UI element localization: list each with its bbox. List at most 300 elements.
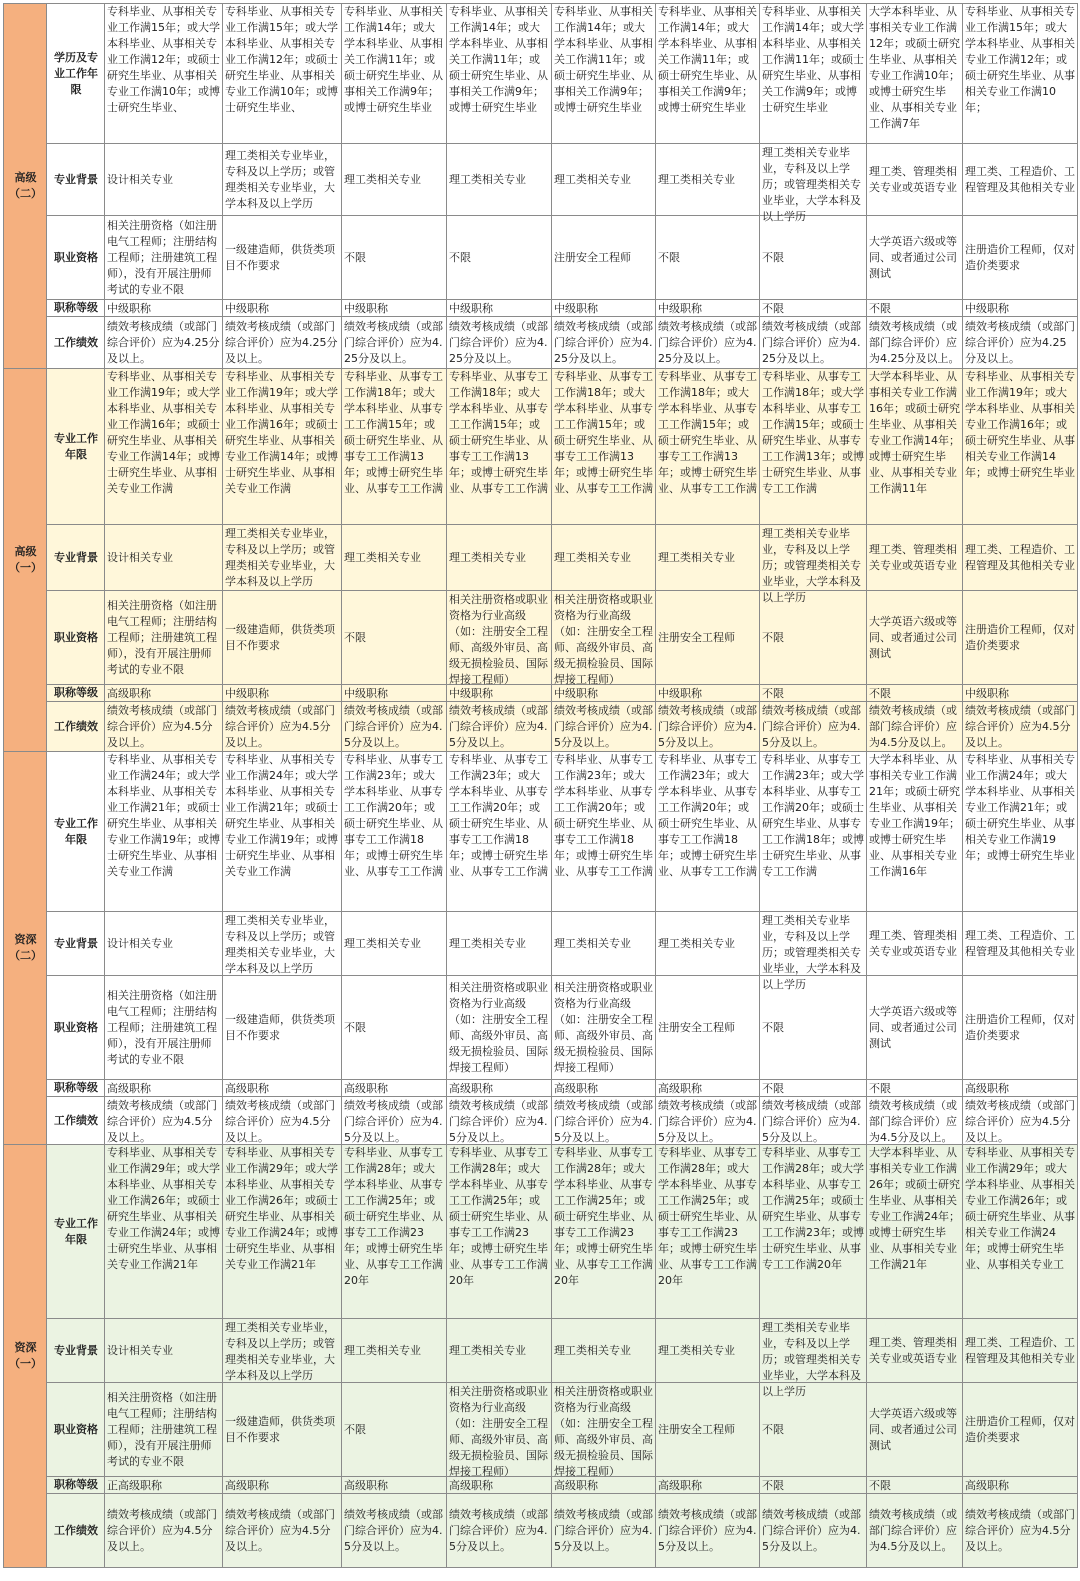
table-row: [4, 317, 1078, 369]
cell-text: 专科毕业、从事专工工作满23年；或大学本科毕业、从事专工工作满20年；或硕士研究生毕业、从事专工工作满18年；或博士研究生毕业、从事专工工作满: [658, 753, 757, 878]
cell-text: 绩效考核成绩（或部门综合评价）应为4.25分及以上。: [658, 319, 757, 365]
table-cell: [552, 976, 656, 1080]
table-cell: [963, 1097, 1078, 1145]
cell-text: 注册安全工程师: [658, 630, 735, 644]
cell-text: 不限: [869, 302, 891, 315]
table-cell: [342, 685, 447, 702]
cell-text: 专科毕业、从事专工工作满28年；或大学本科毕业、从事专工工作满25年；或硕士研究生毕业、从事专工工作满23年；或博士研究生毕业、从事专工工作满20年: [658, 1146, 757, 1287]
table-cell: [656, 216, 760, 300]
table-cell: [342, 1477, 447, 1494]
cell-text: 绩效考核成绩（或部门综合评价）应为4.5分及以上。: [449, 1098, 548, 1144]
table-row: [4, 216, 1078, 300]
cell-text: 大学本科毕业、从事相关专业工作满26年；或硕士研究生毕业、从事相关专业工作满24年；或博士研究生毕业、从事相关专业工作满21年: [869, 1146, 960, 1271]
table-cell: [656, 317, 760, 369]
table-cell: [105, 369, 223, 525]
table-cell: [105, 752, 223, 912]
cell-text: 高级职称: [449, 1479, 493, 1492]
cell-text: 一级建造师，供货类项目不作要求: [225, 1012, 335, 1042]
table-cell: [656, 1145, 760, 1319]
table-cell: [867, 1097, 963, 1145]
cell-text: 专科毕业、从事专工工作满18年；或大学本科毕业、从事专工工作满15年；或硕士研究生毕业、从事专工工作满13年；或博士研究生毕业、从事专工工作满: [344, 370, 443, 495]
cell-text: 专科毕业、从事相关专业工作满19年；或大学本科毕业、从事相关专业工作满16年；或硕士研究生毕业、从事相关专业工作满14年；或博士研究生毕业、从事相关专业工作满: [107, 370, 220, 495]
table-cell: [447, 369, 552, 525]
table-cell: [105, 1145, 223, 1319]
table-cell: [867, 317, 963, 369]
attribute-label: 职称等级: [47, 1080, 105, 1097]
table-row: [4, 912, 1078, 976]
table-cell: [552, 591, 656, 685]
table-row: [4, 752, 1078, 912]
table-cell: [342, 1080, 447, 1097]
cell-text: 理工类相关专业: [658, 936, 735, 950]
cell-text: 不限: [762, 630, 784, 644]
table-cell: [223, 369, 342, 525]
table-cell: [656, 1477, 760, 1494]
table-cell: [867, 1319, 963, 1383]
table-cell: [867, 1383, 963, 1477]
cell-text: 专科毕业、从事专工工作满28年；或大学本科毕业、从事专工工作满25年；或硕士研究生毕业、从事专工工作满23年；或博士研究生毕业、从事专工工作满20年: [449, 1146, 548, 1287]
table-cell: [963, 216, 1078, 300]
cell-text: 中级职称: [658, 687, 702, 700]
table-cell: [223, 1319, 342, 1383]
cell-text: 理工类相关专业: [554, 1343, 631, 1357]
table-cell: [552, 1097, 656, 1145]
table-cell: [105, 591, 223, 685]
cell-text: 相关注册资格或职业资格为行业高级（如：注册安全工程师、高级外审员、高级无损检验员、国际焊接工程师）: [554, 592, 653, 686]
cell-text: 专科毕业、从事相关工作满14年；或大学本科毕业、从事相关工作满11年；或硕士研究生毕业、从事相关工作满9年；或博士研究生毕业: [449, 5, 548, 114]
table-cell: [963, 525, 1078, 591]
cell-text: 设计相关专业: [107, 550, 173, 564]
table-cell: [656, 752, 760, 912]
cell-text: 绩效考核成绩（或部门综合评价）应为4.5分及以上。: [554, 1507, 653, 1553]
cell-text: 专科毕业、从事专工工作满23年；或大学本科毕业、从事专工工作满20年；或硕士研究生毕业、从事专工工作满18年；或博士研究生毕业、从事专工工作满: [762, 753, 864, 878]
cell-text: 绩效考核成绩（或部门综合评价）应为4.5分及以上。: [554, 1098, 653, 1144]
table-cell: [867, 1494, 963, 1568]
table-cell: [867, 525, 963, 591]
table-row: [4, 1477, 1078, 1494]
table-row: [4, 369, 1078, 525]
cell-text: 不限: [869, 687, 891, 700]
table-cell: [223, 1145, 342, 1319]
table-cell: [963, 1494, 1078, 1568]
cell-text: 专科毕业、从事相关专业工作满24年；或大学本科毕业、从事相关专业工作满21年；或硕士研究生毕业、从事相关专业工作满19年；或博士研究生毕业: [965, 753, 1075, 862]
cell-text: 一级建造师，供货类项目不作要求: [225, 242, 335, 272]
attribute-label: 职业资格: [47, 1383, 105, 1477]
cell-text: 理工类、管理类相关专业或英语专业: [869, 542, 957, 572]
cell-text: 专科毕业、从事相关专业工作满19年；或大学本科毕业、从事相关专业工作满16年；或硕士研究生毕业、从事相关专业工作满14年；或博士研究生毕业、从事相关专业工作满: [225, 370, 338, 495]
table-cell: [963, 300, 1078, 317]
table-cell: [760, 1319, 867, 1398]
level-label: 高级（一）: [4, 369, 47, 752]
table-row: [4, 1494, 1078, 1568]
attribute-label: 专业工作年限: [47, 1145, 105, 1319]
table-cell: [342, 976, 447, 1080]
table-cell: [656, 912, 760, 976]
table-cell: [963, 1477, 1078, 1494]
cell-text: 大学本科毕业、从事相关专业工作满12年；或硕士研究生毕业、从事相关专业工作满10年；或博士研究生毕业、从事相关专业工作满7年: [869, 5, 960, 130]
cell-text: 高级职称: [225, 1082, 269, 1095]
cell-text: 中级职称: [449, 302, 493, 315]
cell-text: 绩效考核成绩（或部门综合评价）应为4.25分及以上。: [449, 319, 548, 365]
table-cell: [963, 752, 1078, 912]
cell-text: 绩效考核成绩（或部门综合评价）应为4.5分及以上。: [107, 1507, 217, 1553]
table-cell: [105, 216, 223, 300]
table-cell: [760, 317, 867, 369]
cell-text: 理工类相关专业: [554, 172, 631, 186]
table-cell: [760, 369, 867, 525]
cell-text: 专科毕业、从事相关专业工作满15年；或大学本科毕业、从事相关专业工作满12年；或硕士研究生毕业、从事相关专业工作满10年；或博士研究生毕业、: [225, 5, 338, 114]
table-cell: [656, 1383, 760, 1477]
table-cell: [223, 1080, 342, 1097]
table-cell: [552, 1494, 656, 1568]
cell-text: 绩效考核成绩（或部门综合评价）应为4.5分及以上。: [762, 703, 861, 749]
level-label: 资深（一）: [4, 1145, 47, 1568]
cell-text: 理工类相关专业: [658, 1343, 735, 1357]
table-cell: [760, 912, 867, 991]
attribute-label: 工作绩效: [47, 1494, 105, 1568]
cell-text: 专科毕业、从事专工工作满18年；或大学本科毕业、从事专工工作满15年；或硕士研究生毕业、从事专工工作满13年；或博士研究生毕业、从事专工工作满: [762, 370, 864, 495]
table-cell: [867, 752, 963, 912]
cell-text: 绩效考核成绩（或部门综合评价）应为4.5分及以上。: [225, 703, 335, 749]
cell-text: 理工类相关专业: [449, 936, 526, 950]
table-cell: [867, 1080, 963, 1097]
cell-text: 不限: [344, 1020, 366, 1034]
table-row: [4, 1383, 1078, 1477]
cell-text: 专科毕业、从事专工工作满18年；或大学本科毕业、从事专工工作满15年；或硕士研究生毕业、从事专工工作满13年；或博士研究生毕业、从事专工工作满: [449, 370, 548, 495]
cell-text: 不限: [344, 250, 366, 264]
cell-text: 大学英语六级或等同、或者通过公司测试: [869, 1004, 957, 1050]
cell-text: 理工类、工程造价、工程管理及其他相关专业: [965, 928, 1075, 958]
cell-text: 专科毕业、从事相关工作满14年；或大学本科毕业、从事相关工作满11年；或硕士研究生毕业、从事相关工作满9年；或博士研究生毕业: [344, 5, 443, 114]
table-cell: [342, 300, 447, 317]
cell-text: 绩效考核成绩（或部门综合评价）应为4.25分及以上。: [762, 319, 861, 365]
table-cell: [223, 525, 342, 591]
table-cell: [223, 300, 342, 317]
cell-text: 一级建造师，供货类项目不作要求: [225, 1414, 335, 1444]
cell-text: 专科毕业、从事相关工作满14年；或大学本科毕业、从事相关工作满11年；或硕士研究生毕业、从事相关工作满9年；或博士研究生毕业: [658, 5, 757, 114]
table-row: [4, 1080, 1078, 1097]
level-label: 资深（二）: [4, 752, 47, 1145]
table-cell: [867, 1145, 963, 1319]
table-cell: [342, 912, 447, 976]
table-cell: [342, 1319, 447, 1383]
cell-text: 相关注册资格或职业资格为行业高级（如：注册安全工程师、高级外审员、高级无损检验员、国际焊接工程师）: [449, 592, 548, 686]
qualification-table: [3, 3, 1078, 1568]
cell-text: 相关注册资格（如注册电气工程师；注册结构工程师；注册建筑工程师），没有开展注册师考试的专业不限: [107, 1390, 217, 1468]
table-cell: [223, 1477, 342, 1494]
table-cell: [342, 702, 447, 752]
table-row: [4, 1319, 1078, 1383]
table-cell: [963, 369, 1078, 525]
table-cell: [867, 685, 963, 702]
table-cell: [656, 685, 760, 702]
table-cell: [963, 702, 1078, 752]
table-cell: [447, 1383, 552, 1477]
table-cell: [447, 300, 552, 317]
cell-text: 理工类相关专业: [449, 550, 526, 564]
cell-text: 注册造价工程师，仅对造价类要求: [965, 622, 1075, 652]
table-cell: [105, 685, 223, 702]
table-cell: [447, 976, 552, 1080]
cell-text: 不限: [344, 630, 366, 644]
table-cell: [447, 1080, 552, 1097]
cell-text: 大学本科毕业、从事相关专业工作满21年；或硕士研究生毕业、从事相关专业工作满19年；或博士研究生毕业、从事相关专业工作满16年: [869, 753, 960, 878]
cell-text: 不限: [762, 1479, 784, 1492]
cell-text: 专科毕业、从事专工工作满23年；或大学本科毕业、从事专工工作满20年；或硕士研究生毕业、从事专工工作满18年；或博士研究生毕业、从事专工工作满: [449, 753, 548, 878]
cell-text: 专科毕业、从事相关专业工作满29年；或大学本科毕业、从事相关专业工作满26年；或硕士研究生毕业、从事相关专业工作满24年；或博士研究生毕业、从事相关专业工: [965, 1146, 1075, 1271]
table-cell: [552, 1383, 656, 1477]
table-cell: [342, 752, 447, 912]
cell-text: 专科毕业、从事专工工作满18年；或大学本科毕业、从事专工工作满15年；或硕士研究生毕业、从事专工工作满13年；或博士研究生毕业、从事专工工作满: [554, 370, 653, 495]
table-cell: [105, 912, 223, 976]
table-cell: [656, 1097, 760, 1145]
cell-text: 不限: [762, 1020, 784, 1034]
cell-text: 高级职称: [658, 1479, 702, 1492]
level-label: 高级（二）: [4, 4, 47, 369]
table-row: [4, 525, 1078, 591]
cell-text: 注册造价工程师，仅对造价类要求: [965, 1414, 1075, 1444]
table-cell: [447, 317, 552, 369]
table-cell: [105, 525, 223, 591]
cell-text: 绩效考核成绩（或部门综合评价）应为4.5分及以上。: [107, 1098, 217, 1144]
cell-text: 中级职称: [344, 302, 388, 315]
table-cell: [867, 976, 963, 1080]
table-cell: [447, 752, 552, 912]
table-cell: [223, 317, 342, 369]
cell-text: 不限: [449, 250, 471, 264]
attribute-label: 专业背景: [47, 912, 105, 976]
cell-text: 理工类相关专业毕业，专科及以上学历；或管理类相关专业毕业，大学本科及以上学历: [225, 148, 335, 210]
table-cell: [867, 300, 963, 317]
table-cell: [656, 4, 760, 144]
cell-text: 绩效考核成绩（或部门综合评价）应为4.5分及以上。: [225, 1507, 335, 1553]
cell-text: 绩效考核成绩（或部门综合评价）应为4.5分及以上。: [965, 1507, 1075, 1553]
cell-text: 绩效考核成绩（或部门综合评价）应为4.5分及以上。: [965, 703, 1075, 749]
table-cell: [223, 912, 342, 976]
cell-text: 不限: [762, 302, 784, 315]
table-cell: [447, 912, 552, 976]
table-row: [4, 4, 1078, 144]
cell-text: 注册安全工程师: [658, 1020, 735, 1034]
cell-text: 不限: [762, 1422, 784, 1436]
table-cell: [963, 4, 1078, 144]
table-cell: [656, 1494, 760, 1568]
cell-text: 绩效考核成绩（或部门综合评价）应为4.5分及以上。: [225, 1098, 335, 1144]
cell-text: 中级职称: [554, 687, 598, 700]
cell-text: 理工类相关专业: [554, 936, 631, 950]
table-cell: [963, 1080, 1078, 1097]
table-cell: [552, 300, 656, 317]
table-cell: [447, 1494, 552, 1568]
table-cell: [342, 1145, 447, 1319]
cell-text: 专科毕业、从事相关工作满14年；或大学本科毕业、从事相关工作满11年；或硕士研究生毕业、从事相关工作满9年；或博士研究生毕业: [762, 5, 864, 114]
cell-text: 理工类相关专业毕业，专科及以上学历；或管理类相关专业毕业，大学本科及以上学历: [762, 913, 861, 991]
table-cell: [447, 216, 552, 300]
table-cell: [656, 976, 760, 1080]
cell-text: 中级职称: [554, 302, 598, 315]
cell-text: 理工类相关专业: [554, 550, 631, 564]
cell-text: 不限: [762, 687, 784, 700]
cell-text: 设计相关专业: [107, 172, 173, 186]
cell-text: 一级建造师，供货类项目不作要求: [225, 622, 335, 652]
cell-text: 理工类、管理类相关专业或英语专业: [869, 1335, 957, 1365]
table-cell: [342, 4, 447, 144]
cell-text: 高级职称: [107, 1082, 151, 1095]
table-cell: [656, 369, 760, 525]
table-cell: [760, 216, 867, 300]
cell-text: 大学英语六级或等同、或者通过公司测试: [869, 614, 957, 660]
cell-text: 专科毕业、从事专工工作满18年；或大学本科毕业、从事专工工作满15年；或硕士研究生毕业、从事专工工作满13年；或博士研究生毕业、从事专工工作满: [658, 370, 757, 495]
table-cell: [760, 1145, 867, 1319]
table-cell: [223, 591, 342, 685]
table-cell: [447, 144, 552, 216]
cell-text: 专科毕业、从事相关专业工作满19年；或大学本科毕业、从事相关专业工作满16年；或硕士研究生毕业、从事相关专业工作满14年；或博士研究生毕业: [965, 370, 1075, 479]
table-cell: [552, 1319, 656, 1383]
table-cell: [867, 1477, 963, 1494]
cell-text: 绩效考核成绩（或部门综合评价）应为4.25分及以上。: [225, 319, 338, 365]
cell-text: 正高级职称: [107, 1479, 162, 1492]
table-cell: [105, 1494, 223, 1568]
table-cell: [552, 317, 656, 369]
table-cell: [760, 300, 867, 317]
table-cell: [963, 1383, 1078, 1477]
cell-text: 绩效考核成绩（或部门综合评价）应为4.5分及以上。: [554, 703, 653, 749]
cell-text: 绩效考核成绩（或部门综合评价）应为4.5分及以上。: [658, 1507, 757, 1553]
cell-text: 理工类相关专业: [449, 1343, 526, 1357]
table-cell: [223, 1383, 342, 1477]
table-cell: [760, 144, 867, 223]
cell-text: 绩效考核成绩（或部门综合评价）应为4.5分及以上。: [344, 703, 443, 749]
cell-text: 理工类相关专业: [658, 172, 735, 186]
cell-text: 专科毕业、从事相关专业工作满29年；或大学本科毕业、从事相关专业工作满26年；或硕士研究生毕业、从事相关专业工作满24年；或博士研究生毕业、从事相关专业工作满21年: [107, 1146, 220, 1271]
table-cell: [342, 216, 447, 300]
cell-text: 高级职称: [554, 1479, 598, 1492]
cell-text: 中级职称: [965, 687, 1009, 700]
table-cell: [447, 525, 552, 591]
cell-text: 相关注册资格或职业资格为行业高级（如：注册安全工程师、高级外审员、高级无损检验员、国际焊接工程师）: [554, 980, 653, 1074]
table-cell: [963, 591, 1078, 685]
attribute-label: 学历及专业工作年限: [47, 4, 105, 144]
table-cell: [105, 317, 223, 369]
cell-text: 注册安全工程师: [658, 1422, 735, 1436]
cell-text: 专科毕业、从事相关专业工作满24年；或大学本科毕业、从事相关专业工作满21年；或硕士研究生毕业、从事相关专业工作满19年；或博士研究生毕业、从事相关专业工作满: [107, 753, 220, 878]
table-cell: [342, 525, 447, 591]
cell-text: 绩效考核成绩（或部门综合评价）应为4.5分及以上。: [658, 703, 757, 749]
table-cell: [105, 1383, 223, 1477]
cell-text: 相关注册资格或职业资格为行业高级（如：注册安全工程师、高级外审员、高级无损检验员、国际焊接工程师）: [449, 980, 548, 1074]
cell-text: 绩效考核成绩（或部门综合评价）应为4.5分及以上。: [658, 1098, 757, 1144]
table-cell: [552, 702, 656, 752]
table-cell: [552, 216, 656, 300]
cell-text: 不限: [658, 250, 680, 264]
cell-text: 不限: [344, 1422, 366, 1436]
cell-text: 高级职称: [965, 1082, 1009, 1095]
cell-text: 高级职称: [344, 1479, 388, 1492]
cell-text: 专科毕业、从事专工工作满23年；或大学本科毕业、从事专工工作满20年；或硕士研究生毕业、从事专工工作满18年；或博士研究生毕业、从事专工工作满: [554, 753, 653, 878]
table-cell: [447, 4, 552, 144]
cell-text: 相关注册资格（如注册电气工程师；注册结构工程师；注册建筑工程师），没有开展注册师考试的专业不限: [107, 988, 217, 1066]
cell-text: 中级职称: [658, 302, 702, 315]
cell-text: 相关注册资格（如注册电气工程师；注册结构工程师；注册建筑工程师），没有开展注册师考试的专业不限: [107, 598, 217, 676]
table-cell: [656, 525, 760, 591]
cell-text: 注册造价工程师，仅对造价类要求: [965, 242, 1075, 272]
table-cell: [867, 591, 963, 685]
table-cell: [447, 1319, 552, 1383]
table-cell: [867, 912, 963, 976]
cell-text: 专科毕业、从事专工工作满28年；或大学本科毕业、从事专工工作满25年；或硕士研究生毕业、从事专工工作满23年；或博士研究生毕业、从事专工工作满20年: [344, 1146, 443, 1287]
cell-text: 大学英语六级或等同、或者通过公司测试: [869, 234, 957, 280]
table-cell: [342, 591, 447, 685]
cell-text: 绩效考核成绩（或部门综合评价）应为4.5分及以上。: [344, 1507, 443, 1553]
table-cell: [963, 685, 1078, 702]
attribute-label: 职称等级: [47, 300, 105, 317]
cell-text: 设计相关专业: [107, 1343, 173, 1357]
table-cell: [223, 685, 342, 702]
table-cell: [105, 1097, 223, 1145]
table-cell: [760, 1494, 867, 1568]
cell-text: 中级职称: [107, 302, 151, 315]
cell-text: 相关注册资格（如注册电气工程师；注册结构工程师；注册建筑工程师），没有开展注册师考试的专业不限: [107, 218, 217, 296]
attribute-label: 专业背景: [47, 525, 105, 591]
attribute-label: 职业资格: [47, 976, 105, 1080]
table-cell: [760, 702, 867, 752]
table-cell: [963, 317, 1078, 369]
cell-text: 专科毕业、从事相关专业工作满24年；或大学本科毕业、从事相关专业工作满21年；或硕士研究生毕业、从事相关专业工作满19年；或博士研究生毕业、从事相关专业工作满: [225, 753, 338, 878]
cell-text: 理工类、管理类相关专业或英语专业: [869, 164, 957, 194]
table-cell: [760, 4, 867, 144]
cell-text: 理工类相关专业: [344, 550, 421, 564]
table-cell: [342, 369, 447, 525]
table-row: [4, 300, 1078, 317]
attribute-label: 专业工作年限: [47, 369, 105, 525]
table-cell: [656, 702, 760, 752]
attribute-label: 工作绩效: [47, 702, 105, 752]
table-cell: [963, 976, 1078, 1080]
table-cell: [105, 144, 223, 216]
table-row: [4, 976, 1078, 1080]
cell-text: 绩效考核成绩（或部门综合评价）应为4.5分及以上。: [344, 1098, 443, 1144]
cell-text: 中级职称: [965, 302, 1009, 315]
cell-text: 中级职称: [344, 687, 388, 700]
cell-text: 高级职称: [449, 1082, 493, 1095]
table-cell: [963, 1319, 1078, 1383]
cell-text: 相关注册资格或职业资格为行业高级（如：注册安全工程师、高级外审员、高级无损检验员、国际焊接工程师）: [554, 1384, 653, 1478]
cell-text: 专科毕业、从事相关工作满14年；或大学本科毕业、从事相关工作满11年；或硕士研究生毕业、从事相关工作满9年；或博士研究生毕业: [554, 5, 653, 114]
table-cell: [447, 591, 552, 685]
table-cell: [105, 1080, 223, 1097]
table-row: [4, 685, 1078, 702]
cell-text: 不限: [762, 250, 784, 264]
cell-text: 绩效考核成绩（或部门综合评价）应为4.25分及以上。: [965, 319, 1075, 365]
cell-text: 绩效考核成绩（或部门综合评价）应为4.5分及以上。: [107, 703, 217, 749]
attribute-label: 工作绩效: [47, 317, 105, 369]
cell-text: 理工类、管理类相关专业或英语专业: [869, 928, 957, 958]
table-cell: [342, 144, 447, 216]
attribute-label: 职称等级: [47, 685, 105, 702]
table-cell: [760, 1097, 867, 1145]
attribute-label: 职称等级: [47, 1477, 105, 1494]
cell-text: 大学本科毕业、从事相关专业工作满16年；或硕士研究生毕业、从事相关专业工作满14年；或博士研究生毕业、从事相关专业工作满11年: [869, 370, 960, 495]
cell-text: 专科毕业、从事专工工作满23年；或大学本科毕业、从事专工工作满20年；或硕士研究生毕业、从事专工工作满18年；或博士研究生毕业、从事专工工作满: [344, 753, 443, 878]
table-cell: [867, 216, 963, 300]
attribute-label: 工作绩效: [47, 1097, 105, 1145]
cell-text: 理工类相关专业毕业，专科及以上学历；或管理类相关专业毕业，大学本科及以上学历: [225, 526, 335, 588]
table-row: [4, 1097, 1078, 1145]
cell-text: 专科毕业、从事相关专业工作满15年；或大学本科毕业、从事相关专业工作满12年；或硕士研究生毕业、从事相关专业工作满10年；或博士研究生毕业、: [107, 5, 220, 114]
table-cell: [552, 525, 656, 591]
table-cell: [342, 1494, 447, 1568]
cell-text: 绩效考核成绩（或部门综合评价）应为4.5分及以上。: [762, 1507, 861, 1553]
